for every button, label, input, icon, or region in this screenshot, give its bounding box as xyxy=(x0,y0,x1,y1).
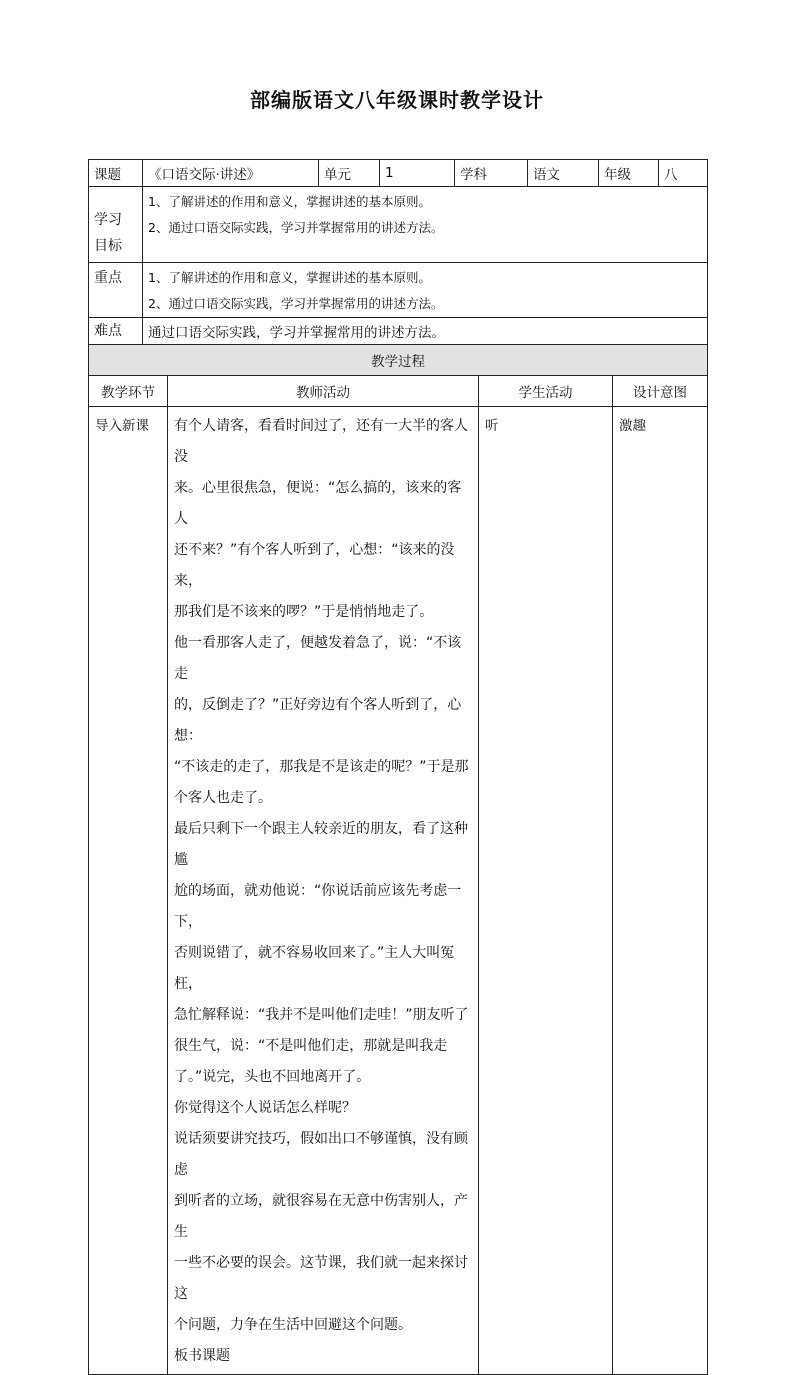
topic-label: 课题 xyxy=(89,160,143,187)
lesson-plan-table xyxy=(88,159,708,1375)
key-point-item: 2、通过口语交际实践，学习并掌握常用的讲述方法。 xyxy=(148,296,444,311)
process-body-row xyxy=(89,407,708,1375)
teacher-activity-line: 来。心里很焦急，便说：“怎么搞的，该来的客人 xyxy=(174,480,462,527)
teacher-activity-line: 尬的场面，就劝他说：“你说话前应该先考虑一下， xyxy=(174,883,462,930)
stage-cell: 导入新课 xyxy=(89,407,168,1375)
teacher-activity-line: 个客人也走了。 xyxy=(174,790,272,806)
teacher-activity-line: 了。”说完，头也不回地离开了。 xyxy=(174,1069,371,1085)
key-points-label: 重点 xyxy=(89,263,143,318)
teacher-activity-line: 最后只剩下一个跟主人较亲近的朋友，看了这种尴 xyxy=(174,821,468,868)
teacher-activity-line: 有个人请客，看看时间过了，还有一大半的客人没 xyxy=(174,418,468,465)
design-intent-cell: 激趣 xyxy=(613,407,708,1375)
info-row xyxy=(89,160,708,187)
key-point-item: 1、了解讲述的作用和意义，掌握讲述的基本原则。 xyxy=(148,270,431,285)
document-title: 部编版语文八年级课时教学设计 xyxy=(250,88,544,112)
grade-label: 年级 xyxy=(599,160,659,187)
teacher-activity-line: 个问题，力争在生活中回避这个问题。 xyxy=(174,1317,412,1333)
header-stage: 教学环节 xyxy=(89,376,168,407)
process-section-row xyxy=(89,345,708,376)
teacher-activity-line: 一些不必要的误会。这节课，我们就一起来探讨这 xyxy=(174,1255,468,1302)
header-teacher: 教师活动 xyxy=(168,376,479,407)
student-activity-cell: 听 xyxy=(479,407,613,1375)
goals-content xyxy=(143,187,708,263)
key-points-row xyxy=(89,263,708,318)
header-student: 学生活动 xyxy=(479,376,613,407)
difficulty-row xyxy=(89,318,708,345)
teacher-activity-line: 那我们是不该来的啰？”于是悄悄地走了。 xyxy=(174,604,434,620)
goals-label xyxy=(89,187,143,263)
subject-label: 学科 xyxy=(455,160,528,187)
teacher-activity-line: 板书课题 xyxy=(174,1348,230,1364)
goals-label-line2: 目标 xyxy=(94,238,122,254)
teacher-activity-cell xyxy=(168,407,479,1375)
goal-item: 2、通过口语交际实践，学习并掌握常用的讲述方法。 xyxy=(148,220,444,235)
teacher-activity-line: 他一看那客人走了，便越发着急了，说：“不该走 xyxy=(174,635,462,682)
teacher-activity-line: 你觉得这个人说话怎么样呢？ xyxy=(174,1100,356,1116)
teacher-activity-line: 急忙解释说：“我并不是叫他们走哇！”朋友听了 xyxy=(174,1007,469,1023)
process-header-row xyxy=(89,376,708,407)
grade-value: 八 xyxy=(659,160,708,187)
teacher-activity-line: 的，反倒走了？”正好旁边有个客人听到了，心想： xyxy=(174,697,462,744)
goals-row xyxy=(89,187,708,263)
header-intent: 设计意图 xyxy=(613,376,708,407)
teacher-activity-line: 说话须要讲究技巧，假如出口不够谨慎，没有顾虑 xyxy=(174,1131,468,1178)
teacher-activity-text xyxy=(174,411,472,1372)
subject-value: 语文 xyxy=(528,160,599,187)
unit-label: 单元 xyxy=(319,160,380,187)
goals-label-line1: 学习 xyxy=(94,212,122,228)
teacher-activity-line: 还不来？”有个客人听到了，心想：“该来的没来， xyxy=(174,542,455,589)
key-points-content xyxy=(143,263,708,318)
teacher-activity-line: 否则说错了，就不容易收回来了。”主人大叫冤枉， xyxy=(174,945,455,992)
unit-value: 1 xyxy=(380,160,455,187)
teacher-activity-line: 很生气，说：“不是叫他们走，那就是叫我走 xyxy=(174,1038,448,1054)
teacher-activity-line: 到听者的立场，就很容易在无意中伤害别人，产生 xyxy=(174,1193,468,1240)
teacher-activity-line: “不该走的走了，那我是不是该走的呢？”于是那 xyxy=(174,759,469,775)
difficulty-label: 难点 xyxy=(89,318,143,345)
goal-item: 1、了解讲述的作用和意义，掌握讲述的基本原则。 xyxy=(148,194,431,209)
difficulty-content: 通过口语交际实践，学习并掌握常用的讲述方法。 xyxy=(143,318,708,345)
process-section-title: 教学过程 xyxy=(89,345,708,376)
topic-value: 《口语交际·讲述》 xyxy=(143,160,319,187)
